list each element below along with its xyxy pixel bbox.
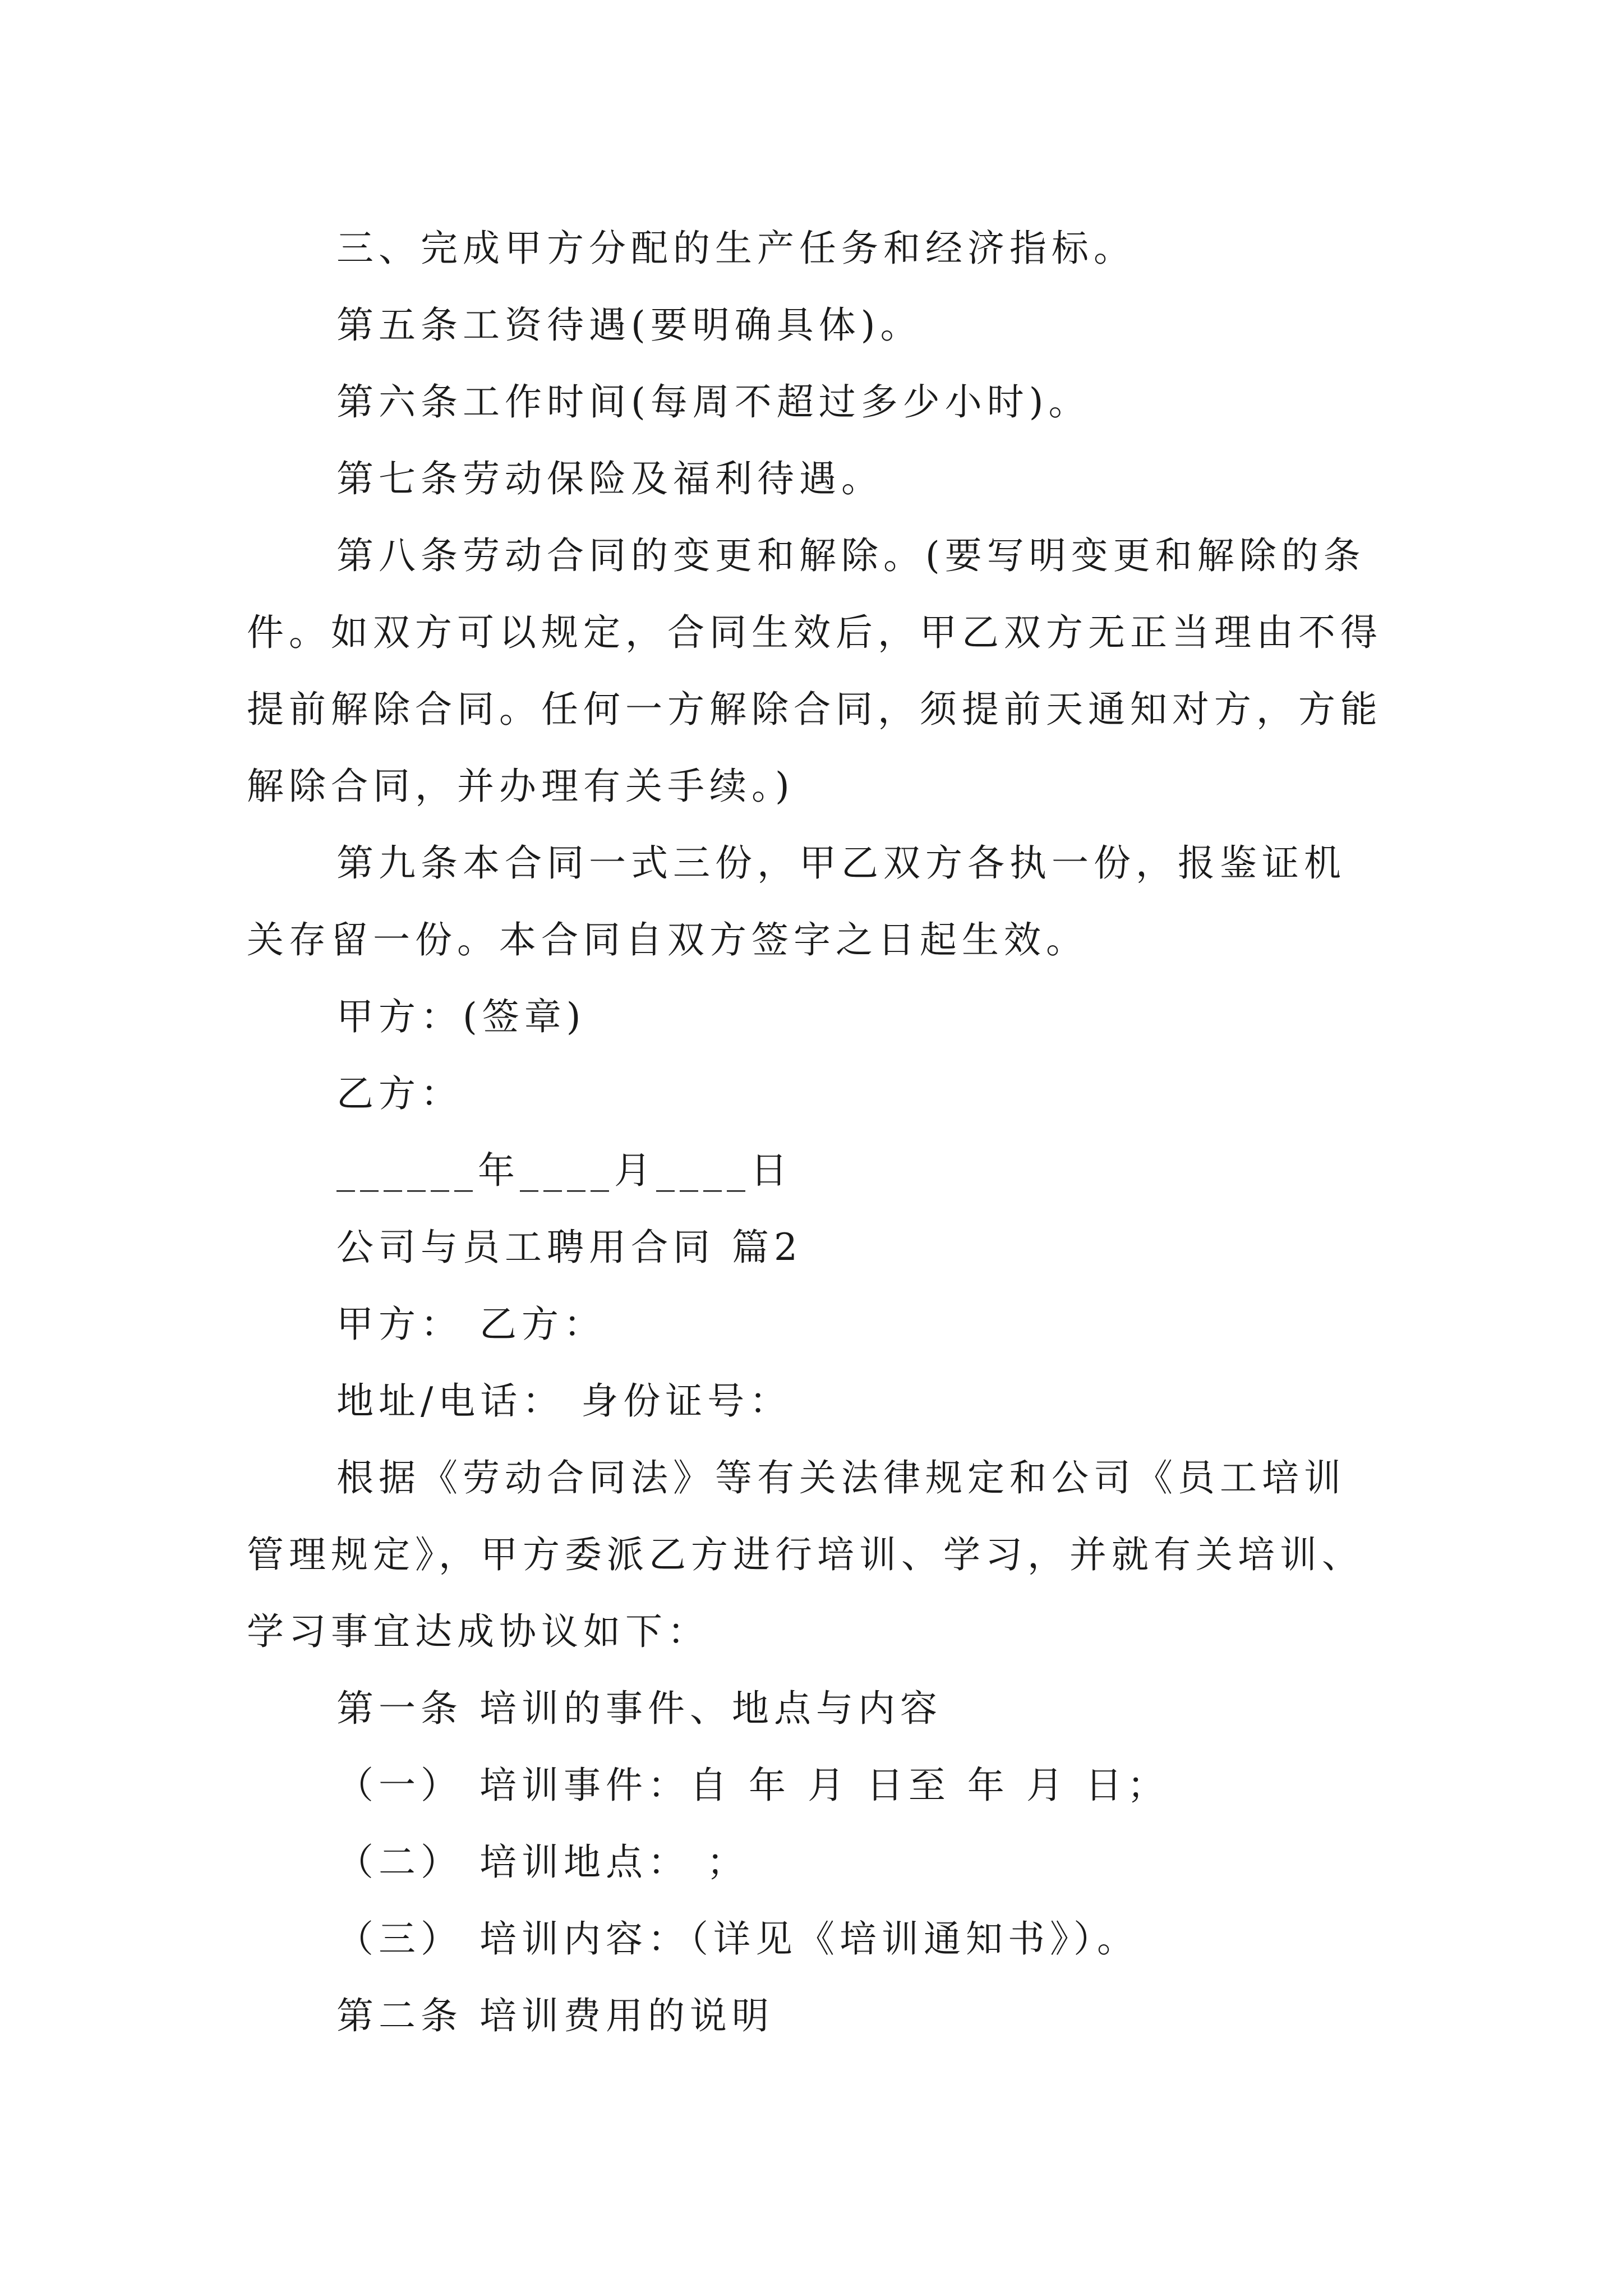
signature-party-a: 甲方：(签章) xyxy=(336,995,586,1038)
paragraph-clause-3: 三、完成甲方分配的生产任务和经济指标。 xyxy=(336,227,1136,270)
paragraph-article-5-salary: 第五条工资待遇(要明确具体)。 xyxy=(336,303,923,347)
paragraph-training-content: （三） 培训内容：（详见《培训通知书》）。 xyxy=(336,1917,1139,1961)
paragraph-article-8-termination: 第八条劳动合同的变更和解除。(要写明变更和解除的条件。如双方可以规定，合同生效后，甲乙双方无正当理由不得提前解除合同。任何一方解除合同，须提前天通知对方，方能解除合同，并办理有关手续。) xyxy=(247,534,1382,808)
section-heading-part-2: 公司与员工聘用合同 篇2 xyxy=(336,1226,803,1269)
address-id-line: 地址/电话： 身份证号： xyxy=(336,1379,792,1423)
parties-line: 甲方： 乙方： xyxy=(336,1303,606,1346)
paragraph-article-1-heading: 第一条 培训的事件、地点与内容 xyxy=(336,1687,942,1730)
document-body xyxy=(247,210,1385,2054)
paragraph-article-2-heading: 第二条 培训费用的说明 xyxy=(336,1994,774,2037)
paragraph-training-location: （二） 培训地点： ； xyxy=(336,1841,749,1884)
paragraph-training-time: （一） 培训事件：自 年 月 日至 年 月 日； xyxy=(336,1764,1169,1807)
paragraph-article-7-insurance: 第七条劳动保险及福利待遇。 xyxy=(336,457,883,500)
paragraph-preamble: 根据《劳动合同法》等有关法律规定和公司《员工培训管理规定》，甲方委派乙方进行培训、学习，并就有关培训、学习事宜达成协议如下： xyxy=(247,1456,1364,1653)
paragraph-article-9-copies: 第九条本合同一式三份，甲乙双方各执一份，报鉴证机关存留一份。本合同自双方签字之日起生效。 xyxy=(247,841,1346,961)
signature-date-line: ______年____月____日 xyxy=(336,1149,792,1192)
signature-party-b: 乙方： xyxy=(336,1072,463,1115)
paragraph-article-6-hours: 第六条工作时间(每周不超过多少小时)。 xyxy=(336,380,1091,424)
